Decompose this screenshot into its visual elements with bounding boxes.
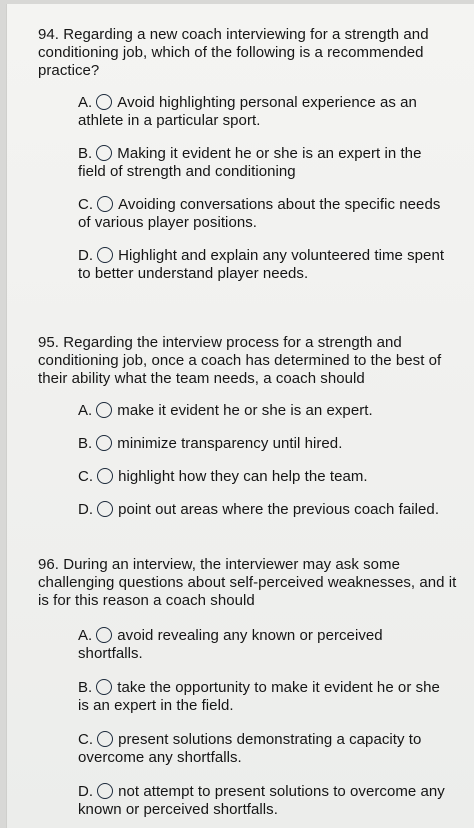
option-text: highlight how they can help the team. (118, 468, 368, 485)
option-letter: D. (78, 247, 94, 264)
radio-button-icon[interactable] (96, 435, 112, 451)
option-text: avoid revealing any known or perceived shortfalls. (78, 627, 383, 662)
radio-button-icon[interactable] (96, 627, 112, 643)
option-letter: B. (78, 679, 93, 696)
option-d[interactable] (78, 783, 446, 819)
question-text: 95. Regarding the interview process for a strength and conditioning job, once a coach has determined to the best of their ability what the team needs, a coach should (38, 334, 442, 387)
option-text: not attempt to present solutions to overcome any known or perceived shortfalls. (78, 783, 445, 818)
radio-button-icon[interactable] (97, 783, 113, 799)
radio-button-icon[interactable] (97, 731, 113, 747)
option-letter: D. (78, 501, 94, 518)
option-d[interactable] (78, 247, 446, 283)
answer-options (78, 94, 446, 283)
option-c[interactable] (78, 731, 446, 767)
option-letter: D. (78, 783, 94, 800)
option-a[interactable] (78, 627, 446, 663)
option-c[interactable] (78, 468, 446, 486)
quiz-page (6, 4, 474, 828)
option-letter: A. (78, 94, 93, 111)
option-text: take the opportunity to make it evident he or she is an expert in the field. (78, 679, 440, 714)
option-letter: C. (78, 196, 94, 213)
option-b[interactable] (78, 679, 446, 715)
radio-button-icon[interactable] (97, 468, 113, 484)
option-letter: C. (78, 731, 94, 748)
option-c[interactable] (78, 196, 446, 232)
answer-options (78, 402, 446, 519)
radio-button-icon[interactable] (96, 402, 112, 418)
question-95 (38, 334, 458, 519)
option-a[interactable] (78, 402, 446, 420)
question-94 (38, 26, 458, 283)
question-text: 96. During an interview, the interviewer may ask some challenging questions about self-perceived weaknesses, and it is for this reason a coach should (38, 556, 457, 609)
option-letter: A. (78, 627, 93, 644)
option-text: point out areas where the previous coach failed. (118, 501, 440, 518)
radio-button-icon[interactable] (97, 196, 113, 212)
radio-button-icon[interactable] (96, 679, 112, 695)
option-text: Highlight and explain any volunteered time spent to better understand player needs. (78, 247, 445, 282)
option-text: Making it evident he or she is an expert in the field of strength and conditioning (78, 145, 422, 180)
option-letter: A. (78, 402, 93, 419)
option-a[interactable] (78, 94, 446, 130)
option-text: make it evident he or she is an expert. (117, 402, 373, 419)
radio-button-icon[interactable] (96, 94, 112, 110)
option-letter: B. (78, 145, 93, 162)
radio-button-icon[interactable] (97, 247, 113, 263)
answer-options (78, 627, 446, 819)
option-letter: B. (78, 435, 93, 452)
option-text: Avoid highlighting personal experience as an athlete in a particular sport. (78, 94, 417, 129)
option-letter: C. (78, 468, 94, 485)
question-96 (38, 556, 458, 819)
radio-button-icon[interactable] (96, 145, 112, 161)
option-d[interactable] (78, 501, 446, 519)
question-text: 94. Regarding a new coach interviewing for a strength and conditioning job, which of the following is a recommended practice? (38, 26, 429, 79)
option-text: Avoiding conversations about the specific needs of various player positions. (78, 196, 441, 231)
option-text: present solutions demonstrating a capacity to overcome any shortfalls. (78, 731, 422, 766)
option-b[interactable] (78, 435, 446, 453)
radio-button-icon[interactable] (97, 501, 113, 517)
option-b[interactable] (78, 145, 446, 181)
option-text: minimize transparency until hired. (117, 435, 343, 452)
